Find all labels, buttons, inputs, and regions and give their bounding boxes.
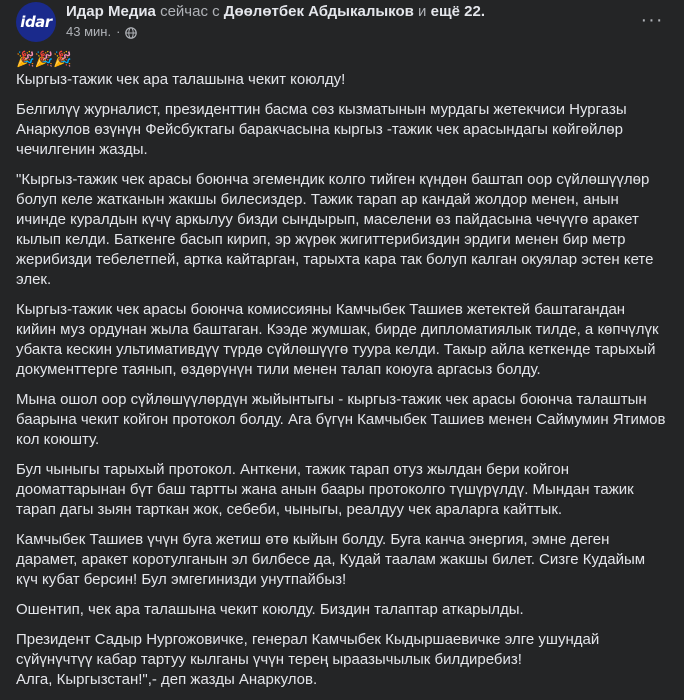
more-options-icon: ··· (640, 8, 664, 31)
post-headline: Кыргыз-тажик чек ара талашына чекит коюлду! (16, 71, 346, 88)
more-tagged-link[interactable]: ещё 22 (430, 3, 481, 20)
paragraph: Президент Садыр Нургожовичке, генерал Камчыбек Кыдыршаевичке элге ушундай сүйүнүчтүү кабар тартуу кылганы үчүн терең ыраазычылык билдиребиз! (16, 631, 600, 668)
idar-logo: idar (20, 13, 52, 31)
separator-dot: · (116, 24, 121, 39)
tagged-person[interactable]: Дөөлөтбек Абдыкалыков (223, 3, 414, 20)
and-text: и (418, 3, 427, 20)
paragraph: Кыргыз-тажик чек арасы боюнча комиссияны Камчыбек Ташиев жетектей баштагандан кийин муз ордунан жыла баштаган. Кээде жумшак, бирде дипломатиялык тилде, а көпчүлүк убакта кескин ультимативдүү түрдө сүйлөшүүгө туура келди. Такыр айла кеткенде тарыхый документтерге таянып, өздөрүнүн тили менен талап коюуга аргасыз болду. (16, 301, 659, 378)
now-with-text: сейчас с (160, 3, 220, 20)
timestamp-line (66, 23, 628, 40)
globe-icon[interactable] (125, 26, 137, 38)
paragraph: "Кыргыз-тажик чек арасы боюнча эгемендик колго тийген күндөн баштап оор сүйлөшүүлөр болуп келе жатканын жакшы билесиздер. Тажик тарап ар кандай жолдор менен, анын ичинде куралдын күчү аркылуу бизди сындырып, маселени өз пайдасына чечүүгө аракет кылып келди. Баткенге басып кирип, эр жүрөк жигиттерибиздин эрдиги менен бир метр жерибизди тебелетпей, артка кайтарган, тарыхта кара так болуп калган окуялар эстен кете элек. (16, 171, 654, 288)
post-header (16, 0, 668, 44)
more-options-button[interactable] (636, 4, 668, 36)
paragraph: Бул чыныгы тарыхый протокол. Анткени, тажик тарап отуз жылдан бери койгон дооматтарынан бүт баш тартты жана анын баары протоколго түшүрүлдү. Мындан тажик тарап дагы зыян тарткан жок, себеби, чыныгы, реалдуу чек араларга кайттык. (16, 461, 634, 518)
author-name[interactable]: Идар Медиа (66, 3, 156, 20)
paragraph: Ошентип, чек ара талашына чекит коюлду. Биздин талаптар аткарылды. (16, 601, 524, 618)
author-line: Идар Медиа сейчас с Дөөлөтбек Абдыкалыков и ещё 22. (66, 3, 485, 20)
post-timestamp[interactable]: 43 мин. (66, 24, 112, 39)
paragraph: Белгилүү журналист, президенттин басма сөз кызматынын мурдагы жетекчиси Нургазы Анаркулов өзүнүн Фейсбуктагы баракчасына кыргыз -тажик чек арасындагы көйгөйлөр чечилгенин жазды. (16, 101, 627, 158)
post-meta (66, 3, 628, 40)
avatar[interactable] (16, 2, 56, 42)
party-emoji: 🎉🎉🎉 (16, 51, 73, 68)
paragraph: Алга, Кыргызстан!",- деп жазды Анаркулов. (16, 671, 318, 688)
paragraph: Камчыбек Ташиев үчүн буга жетиш өтө кыйын болду. Буга канча энергия, эмне деген дарамет, аракет коротулганын эл билбесе да, Кудай таалам жакшы билет. Сизге Кудайым күч кубат берсин! Бул эмгегинизди унутпайбыз! (16, 531, 646, 588)
post-content (16, 50, 668, 700)
paragraph: Мына ошол оор сүйлөшүүлөрдүн жыйынтыгы - кыргыз-тажик чек арасы боюнча талаштын баарына чекит койгон протокол болду. Ага бүгүн Камчыбек Ташиев менен Саймумин Ятимов кол коюшту. (16, 391, 666, 448)
